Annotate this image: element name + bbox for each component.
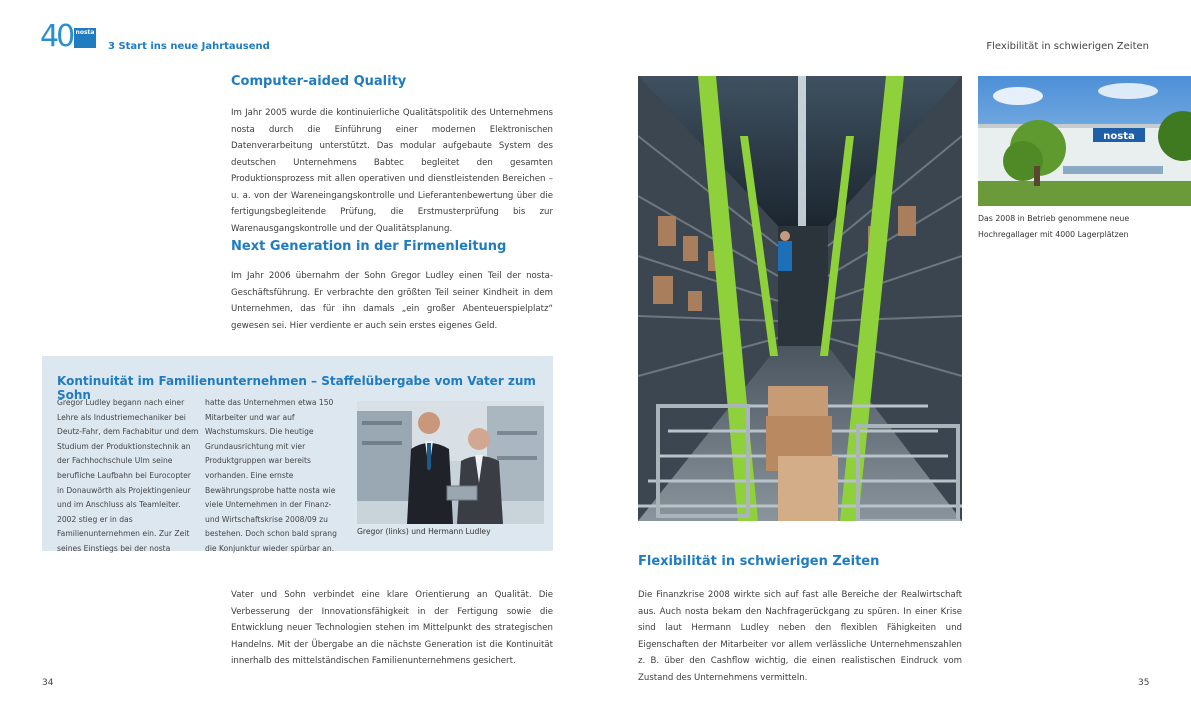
continuity-column-1: Gregor Ludley begann nach einer Lehre als Industriemechaniker bei Deutz-Fahr, dem Fachabitur und dem Studium der Produktionstechnik an der Fachhochschule Ulm seine berufliche Laufbahn bei Eurocopter in Donauwörth als Projektingenieur und im Anschluss als Teamleiter. 2002 stieg er in das Familienunternehmen ein. Zur Zeit seines Einstiegs bei der nosta: [57, 398, 199, 553]
anniversary-logo-number: 40: [40, 19, 73, 54]
continuity-column-2: hatte das Unternehmen etwa 150 Mitarbeiter und war auf Wachstumskurs. Die heutige Grundausrichtung mit vier Produktgruppen war bereits vorhanden. Eine ernste Bewährungsprobe hatte nosta wie viele Unternehmen in der Finanz- und Wirtschaftskrise 2008/09 zu bestehen. Doch schon bald sprang die Konjunktur wieder spürbar an.: [205, 398, 337, 553]
photo-caption-building: Das 2008 in Betrieb genommene neue Hochregallager mit 4000 Lagerplätzen: [978, 214, 1130, 239]
logo-brand: nosta: [75, 29, 95, 36]
heading-continuity: Kontinuität im Familienunternehmen – Staffelübergabe vom Vater zum Sohn: [57, 374, 536, 402]
page-number-right: 35: [1138, 678, 1150, 688]
chapter-title: 3 Start ins neue Jahrtausend: [108, 41, 270, 52]
running-head: Flexibilität in schwierigen Zeiten: [986, 41, 1149, 52]
heading-computer-aided-quality: Computer-aided Quality: [231, 74, 407, 89]
photo-warehouse-aisle: [638, 76, 962, 521]
photo-warehouse-building: [978, 76, 1191, 206]
page-number-left: 34: [42, 678, 54, 688]
paragraph-flexibility: Die Finanzkrise 2008 wirkte sich auf fast alle Bereiche der Realwirtschaft aus. Auch nosta bekam den Nachfragerückgang zu spüren. In einer Krise sind laut Hermann Ludley neben den flexiblen Fähigkeiten und Eigenschaften der Mitarbeiter vor allem verlässliche Unternehmenszahlen z. B. über den Cashflow wichtig, die einen realistischen Eindruck vom Zustand des Unternehmens vermitteln.: [638, 590, 962, 683]
heading-flexibility: Flexibilität in schwierigen Zeiten: [638, 554, 880, 569]
paragraph-next-generation: Im Jahr 2006 übernahm der Sohn Gregor Ludley einen Teil der nosta-Geschäftsführung. Er verbrachte den größten Teil seiner Kindheit in dem Unternehmen, das für ihn damals „ein großer Abenteuerspielplatz“ gewesen sei. Hier verdiente er auch sein erstes eigenes Geld.: [231, 271, 553, 331]
paragraph-father-son: Vater und Sohn verbindet eine klare Orientierung an Qualität. Die Verbesserung der Innovationsfähigkeit in der Fertigung sowie die Entwicklung neuer Technologien stehen im Mittelpunkt des strategischen Handelns. Mit der Übergabe an die nächste Generation ist die Kontinuität innerhalb des mittelständischen Familienunternehmens gesichert.: [231, 590, 553, 666]
photo-gregor-hermann-ludley: [357, 401, 544, 524]
paragraph-computer-aided-quality: Im Jahr 2005 wurde die kontinuierliche Qualitätspolitik des Unternehmens nosta durch die Einführung einer modernen Elektronischen Datenverarbeitung unterstützt. Das modular aufgebaute System des deutschen Unternehmens Babtec begleitet den gesamten Produktionsprozess mit allen operativen und dienstleistenden Bereichen – u. a. von der Wareneingangskontrolle und Lieferantenbewertung über die fertigungsbegleitende Prüfung, die Erstmusterprüfung bis zur Warenausgangskontrolle und der Qualitätsplanung.: [231, 108, 553, 234]
building-sign: nosta: [1103, 131, 1135, 142]
info-box-continuity: [42, 356, 553, 551]
nosta-logo: [74, 28, 96, 48]
photo-caption-ludley: Gregor (links) und Hermann Ludley: [357, 527, 491, 536]
heading-next-generation: Next Generation in der Firmenleitung: [231, 239, 507, 254]
